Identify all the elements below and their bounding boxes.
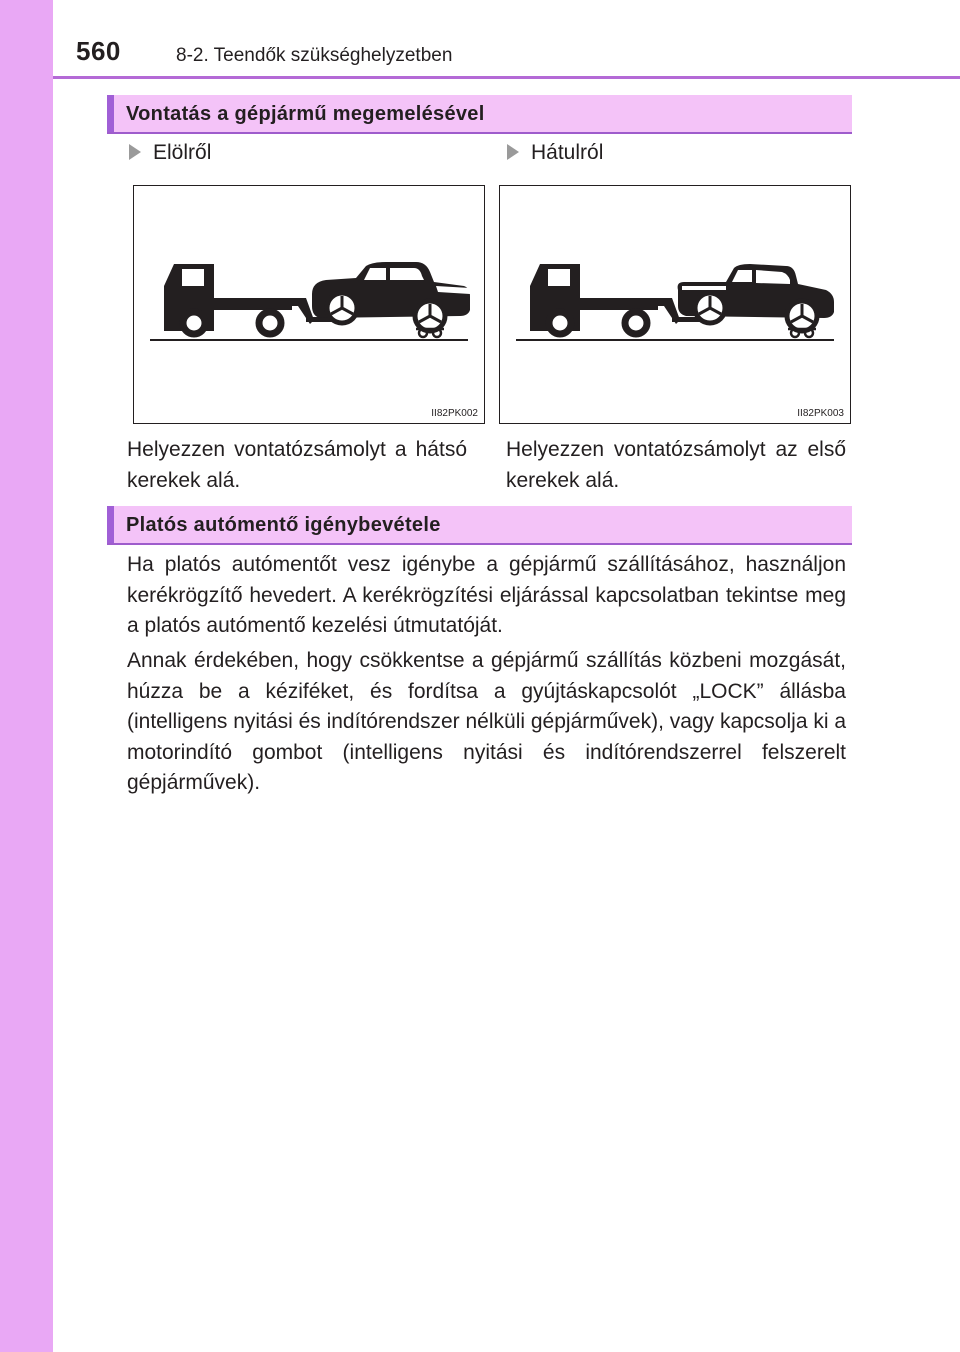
triangle-bullet-icon bbox=[129, 144, 141, 160]
paragraph: Annak érdekében, hogy csökkentse a gépjármű szállítás közbeni mozgását, húzza be a kéziféket, és fordítsa a gyújtáskapcsolót „LOCK” állásba (intelligens nyitási és indítórendszer nélküli gépjárművek), vagy kapcsolja ki a motorindító gombot (intelligens nyitási és indítórendszerrel felszerelt gépjárművek). bbox=[127, 649, 847, 794]
header-rule bbox=[53, 76, 960, 79]
label-front bbox=[129, 141, 211, 165]
label-rear-text: Hátulról bbox=[531, 141, 604, 164]
figure-rear-lift bbox=[499, 185, 851, 424]
section-heading-lift-towing bbox=[107, 95, 852, 134]
figure-code: II82PK003 bbox=[797, 408, 844, 419]
label-rear bbox=[507, 141, 603, 165]
section-heading-flatbed bbox=[107, 506, 852, 545]
figure-code: II82PK002 bbox=[431, 408, 478, 419]
tow-truck-illustration bbox=[500, 186, 852, 425]
side-band bbox=[0, 0, 53, 1352]
caption-front: Helyezzen vontatózsámolyt a hátsó kerekek alá. bbox=[127, 438, 467, 492]
chapter-title: 8-2. Teendők szükséghelyzetben bbox=[176, 45, 453, 66]
section-heading-text: Vontatás a gépjármű megemelésével bbox=[126, 103, 485, 125]
triangle-bullet-icon bbox=[507, 144, 519, 160]
page-number: 560 bbox=[76, 36, 121, 66]
section-heading-text: Platós autómentő igénybevétele bbox=[126, 514, 441, 536]
label-front-text: Elölről bbox=[153, 141, 212, 164]
figure-front-lift bbox=[133, 185, 485, 424]
caption-rear: Helyezzen vontatózsámolyt az első kerekek alá. bbox=[506, 438, 846, 492]
paragraph: Ha platós autómentőt vesz igénybe a gépjármű szállításához, használjon kerékrögzítő hevedert. A kerékrögzítési eljárással kapcsolatban tekintse meg a platós autómentő kezelési útmutatóját. bbox=[127, 553, 846, 637]
tow-truck-illustration bbox=[134, 186, 486, 425]
